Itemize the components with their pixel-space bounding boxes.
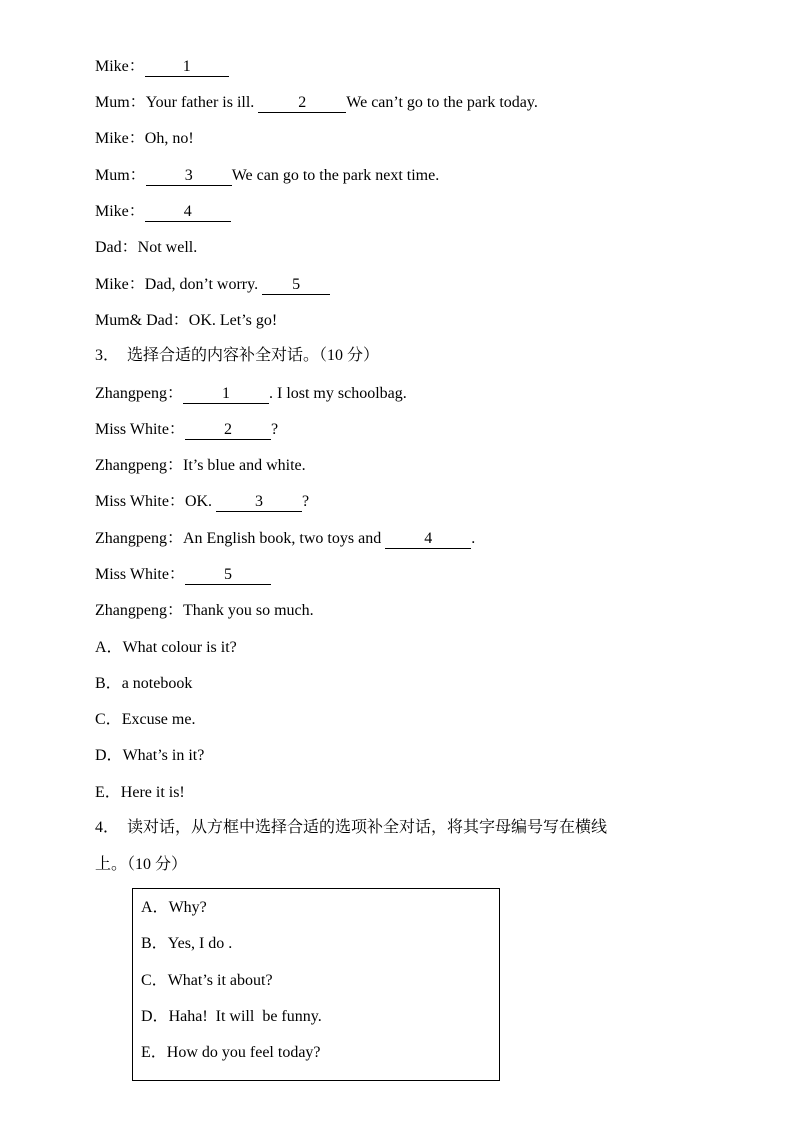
speaker: Mum： bbox=[95, 94, 146, 111]
line-text: We can go to the park next time. bbox=[231, 167, 440, 184]
option-letter: C． bbox=[141, 972, 168, 989]
dialogue-line bbox=[95, 129, 194, 149]
question-instruction: 选择合适的内容补全对话。（10 分） bbox=[127, 347, 380, 364]
dialogue-line bbox=[95, 492, 309, 512]
line-text: Oh, no! bbox=[144, 130, 194, 147]
option-letter: D． bbox=[95, 747, 123, 764]
answer-blank[interactable] bbox=[145, 58, 229, 77]
blank-number: 1 bbox=[221, 385, 230, 402]
dialogue-line bbox=[95, 384, 407, 404]
dialogue-line bbox=[95, 420, 278, 440]
option-text: Yes, I do . bbox=[167, 935, 233, 952]
line-text: We can’t go to the park today. bbox=[346, 94, 538, 111]
answer-blank[interactable] bbox=[185, 421, 271, 440]
dialogue-line bbox=[95, 565, 271, 585]
option-text: How do you feel today? bbox=[166, 1044, 321, 1061]
option-text: a notebook bbox=[121, 675, 193, 692]
question-4-heading bbox=[95, 818, 607, 838]
option-letter: A． bbox=[141, 899, 169, 916]
option-text: Why? bbox=[168, 899, 207, 916]
blank-number: 5 bbox=[223, 566, 232, 583]
blank-number: 3 bbox=[255, 493, 264, 510]
blank-number: 4 bbox=[183, 203, 192, 220]
speaker: Zhangpeng： bbox=[95, 385, 183, 402]
answer-blank[interactable] bbox=[385, 530, 471, 549]
option-letter: E． bbox=[95, 784, 121, 801]
option-text: What’s it about? bbox=[167, 972, 273, 989]
answer-blank[interactable] bbox=[262, 276, 330, 295]
speaker: Dad： bbox=[95, 239, 138, 256]
speaker: Mike： bbox=[95, 130, 145, 147]
option-text: Here it is! bbox=[120, 784, 185, 801]
speaker: Miss White： bbox=[95, 493, 185, 510]
line-text: OK. Let’s go! bbox=[188, 312, 278, 329]
blank-number: 2 bbox=[298, 94, 307, 111]
option-item bbox=[141, 1007, 322, 1027]
option-item bbox=[95, 638, 237, 658]
option-item bbox=[95, 674, 192, 694]
option-item bbox=[141, 971, 273, 991]
option-item bbox=[141, 1043, 321, 1063]
question-instruction: 读对话，从方框中选择合适的选项补全对话，将其字母编号写在横线 bbox=[127, 819, 608, 836]
option-letter: B． bbox=[141, 935, 168, 952]
dialogue-line bbox=[95, 601, 314, 621]
answer-blank[interactable] bbox=[216, 493, 302, 512]
answer-blank[interactable] bbox=[258, 94, 346, 113]
line-text: An English book, two toys and bbox=[182, 530, 386, 547]
option-letter: D． bbox=[141, 1008, 169, 1025]
option-text: What colour is it? bbox=[122, 639, 237, 656]
line-text: Not well. bbox=[137, 239, 198, 256]
option-letter: C． bbox=[95, 711, 122, 728]
dialogue-line bbox=[95, 166, 439, 186]
dialogue-line bbox=[95, 202, 231, 222]
speaker: Mike： bbox=[95, 276, 145, 293]
line-text: . I lost my schoolbag. bbox=[268, 385, 407, 402]
question-number: 3． bbox=[95, 347, 120, 364]
line-text: Dad, don’t worry. bbox=[144, 276, 263, 293]
line-text: Thank you so much. bbox=[182, 602, 314, 619]
dialogue-line bbox=[95, 529, 475, 549]
dialogue-line bbox=[95, 275, 330, 295]
option-text: Haha! It will be funny. bbox=[168, 1008, 322, 1025]
option-text: Excuse me. bbox=[121, 711, 196, 728]
option-letter: B． bbox=[95, 675, 122, 692]
line-text: OK. bbox=[184, 493, 217, 510]
speaker: Mike： bbox=[95, 58, 145, 75]
speaker: Mike： bbox=[95, 203, 145, 220]
line-text: ? bbox=[302, 493, 310, 510]
options-box bbox=[132, 888, 500, 1081]
question-number: 4． bbox=[95, 819, 120, 836]
line-text: It’s blue and white. bbox=[182, 457, 306, 474]
question-instruction: 上。（10 分） bbox=[95, 856, 188, 873]
speaker: Miss White： bbox=[95, 566, 185, 583]
answer-blank[interactable] bbox=[146, 167, 232, 186]
speaker: Zhangpeng： bbox=[95, 530, 183, 547]
speaker: Mum： bbox=[95, 167, 146, 184]
option-item bbox=[95, 783, 185, 803]
question-3-heading bbox=[95, 346, 379, 366]
question-4-heading-cont bbox=[95, 855, 187, 875]
answer-blank[interactable] bbox=[145, 203, 231, 222]
dialogue-line bbox=[95, 238, 197, 258]
blank-number: 1 bbox=[182, 58, 191, 75]
option-text: What’s in it? bbox=[122, 747, 205, 764]
blank-number: 4 bbox=[424, 530, 433, 547]
speaker: Zhangpeng： bbox=[95, 602, 183, 619]
dialogue-line bbox=[95, 93, 538, 113]
option-item bbox=[141, 934, 232, 954]
dialogue-line bbox=[95, 57, 229, 77]
answer-blank[interactable] bbox=[185, 566, 271, 585]
speaker: Mum& Dad： bbox=[95, 312, 189, 329]
answer-blank[interactable] bbox=[183, 385, 269, 404]
option-item bbox=[141, 898, 207, 918]
speaker: Miss White： bbox=[95, 421, 185, 438]
blank-number: 2 bbox=[223, 421, 232, 438]
option-item bbox=[95, 746, 204, 766]
dialogue-line bbox=[95, 311, 277, 331]
blank-number: 3 bbox=[184, 167, 193, 184]
dialogue-line bbox=[95, 456, 306, 476]
speaker: Zhangpeng： bbox=[95, 457, 183, 474]
option-letter: E． bbox=[141, 1044, 167, 1061]
blank-number: 5 bbox=[292, 276, 301, 293]
option-item bbox=[95, 710, 195, 730]
line-text: ? bbox=[270, 421, 279, 438]
line-text: . bbox=[471, 530, 476, 547]
option-letter: A． bbox=[95, 639, 123, 656]
line-text: Your father is ill. bbox=[145, 94, 259, 111]
